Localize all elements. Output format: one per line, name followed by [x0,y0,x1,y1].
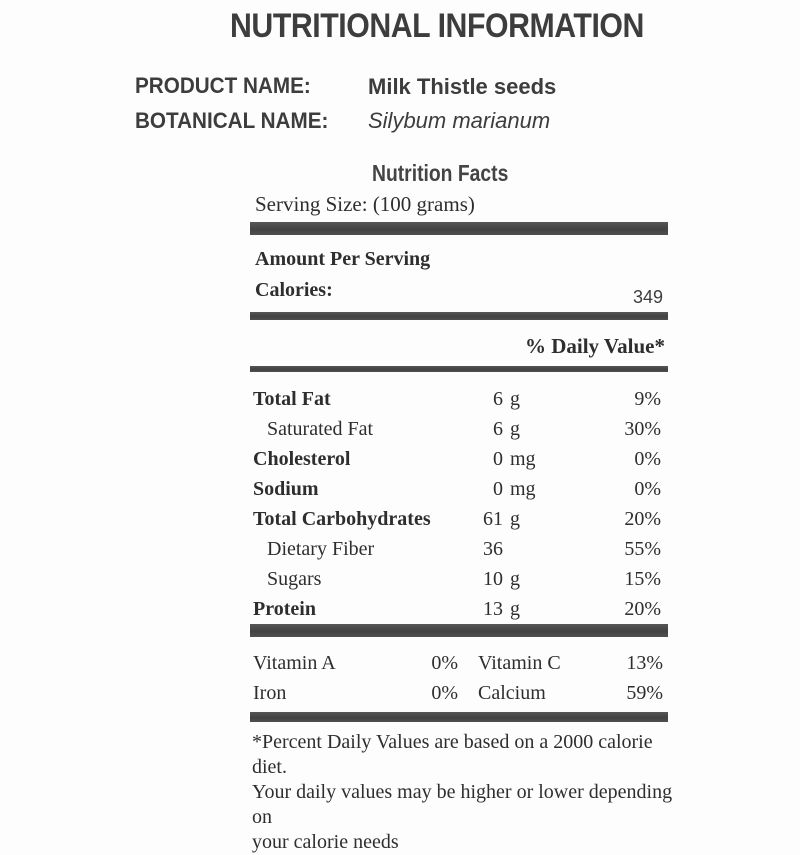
table-row-vitamin-a-c [250,648,668,678]
botanical-name-value: Silybum marianum [368,108,551,133]
calories-label: Calories: [255,279,333,301]
nutrient-amount: 36 [483,537,503,560]
serving-size: Serving Size: (100 grams) [255,192,475,216]
footnote-line: Your daily values may be higher or lower depending on [252,781,673,828]
nutrient-daily-value: 20% [624,597,661,620]
daily-value-footnote [252,730,682,855]
nutrient-daily-value: 20% [624,507,661,530]
nutrient-daily-value: 0% [634,447,661,470]
micronutrient-value: 13% [626,651,663,674]
nutrition-facts-heading: Nutrition Facts [372,160,509,186]
nutrient-daily-value: 15% [624,567,661,590]
amount-per-serving-label: Amount Per Serving [255,248,431,270]
nutrient-daily-value: 55% [624,537,661,560]
table-row-saturated-fat [250,414,668,444]
table-row-total-carbohydrates [250,504,668,534]
page-title: NUTRITIONAL INFORMATION [230,7,644,45]
nutrient-name: Cholesterol [253,447,351,470]
footnote-line: *Percent Daily Values are based on a 2000 calorie diet. [252,731,653,778]
micronutrient-value: 0% [431,651,458,674]
micronutrient-name: Vitamin C [478,651,561,674]
product-name-label: PRODUCT NAME: [135,73,311,98]
table-row-iron-calcium [250,678,668,708]
table-row-sugars [250,564,668,594]
nutrient-amount: 6 g [493,387,520,410]
calories-value: 349 [632,287,663,307]
footnote-line: your calorie needs [252,831,399,853]
nutrient-name: Total Carbohydrates [253,507,431,530]
nutrient-name: Sodium [253,477,319,500]
nutrient-daily-value: 30% [624,417,661,440]
daily-value-header: % Daily Value* [524,334,665,358]
nutrient-name: Protein [253,597,316,620]
table-row-sodium [250,474,668,504]
micronutrient-name: Calcium [478,681,546,704]
nutrient-amount: 0 mg [493,477,536,500]
divider-bar-thick-top [250,222,668,235]
micronutrient-name: Vitamin A [253,651,336,674]
table-row-dietary-fiber [250,534,668,564]
nutrient-table [250,384,668,624]
nutrient-daily-value: 0% [634,477,661,500]
nutrient-amount: 10 g [483,567,520,590]
nutrient-amount: 6 g [493,417,520,440]
table-row-cholesterol [250,444,668,474]
divider-bar-bottom [250,712,668,722]
nutrient-amount: 13 g [483,597,520,620]
nutrient-name: Saturated Fat [267,417,374,440]
product-name-value: Milk Thistle seeds [368,74,557,99]
divider-bar-header [250,366,668,372]
nutrient-daily-value: 9% [634,387,661,410]
nutrient-name: Dietary Fiber [267,537,375,560]
table-row-protein [250,594,668,624]
divider-bar-protein [250,624,668,637]
nutrient-amount: 0 mg [493,447,536,470]
table-row-total-fat [250,384,668,414]
nutrient-amount: 61 g [483,507,520,530]
nutrient-name: Sugars [267,567,322,590]
micronutrient-value: 59% [626,681,663,704]
micronutrient-name: Iron [253,681,287,704]
nutrient-name: Total Fat [253,387,331,410]
micronutrient-table [250,648,668,708]
botanical-name-label: BOTANICAL NAME: [135,108,329,133]
divider-bar-calories [250,312,668,320]
micronutrient-value: 0% [431,681,458,704]
